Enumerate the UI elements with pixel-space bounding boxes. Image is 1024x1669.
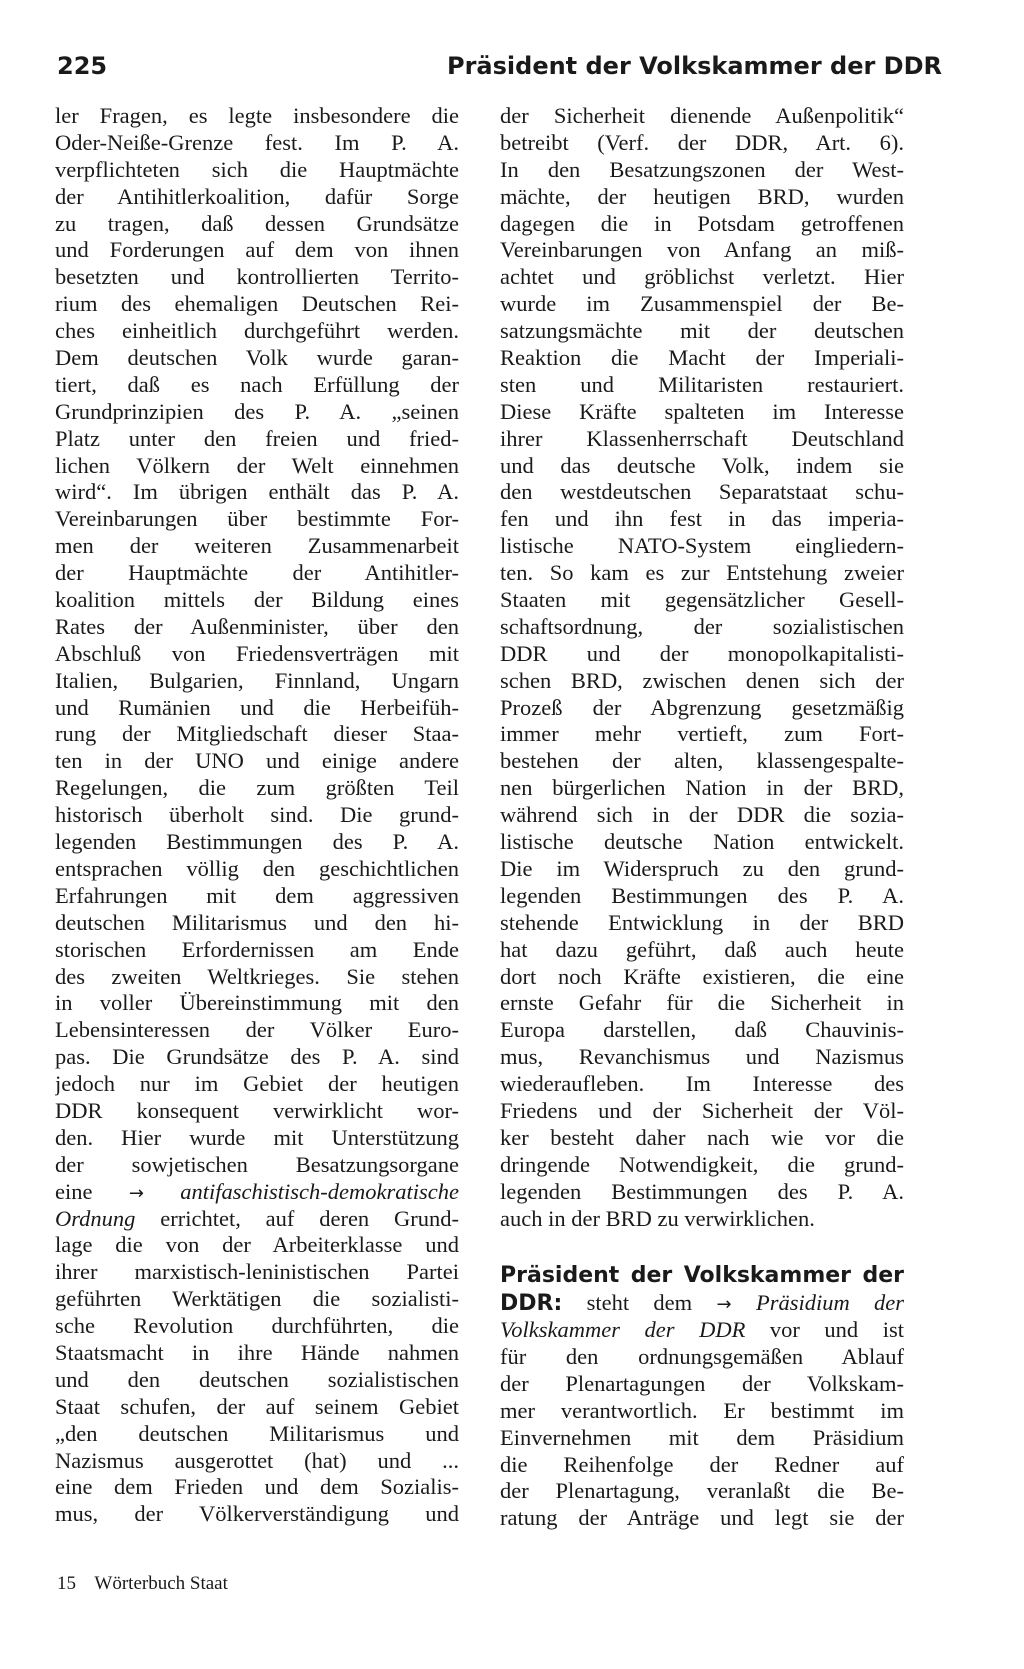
right-column — [500, 103, 904, 1532]
cross-reference-arrow-icon: → — [128, 1182, 144, 1204]
text-line: ihrer Klassenherrschaft Deutschland — [500, 425, 904, 451]
text-line: jedoch nur im Gebiet der heutigen — [55, 1071, 459, 1097]
text-line: immer mehr vertieft, zum Fort- — [500, 721, 904, 747]
text-line: für den ordnungsgemäßen Ablauf — [500, 1343, 904, 1369]
text-line: rium des ehemaligen Deutschen Rei- — [55, 291, 459, 317]
text-line: lichen Völkern der Welt einnehmen — [55, 452, 459, 478]
text-line: der Hauptmächte der Antihitler- — [55, 560, 459, 586]
text-line: Oder-Neiße-Grenze fest. Im P. A. — [55, 129, 459, 155]
cross-reference-arrow-icon: → — [716, 1294, 732, 1316]
text-line: Platz unter den freien und fried- — [55, 425, 459, 451]
text-line: legenden Bestimmungen des P. A. — [55, 829, 459, 855]
text-line: eine dem Frieden und dem Sozialis- — [55, 1474, 459, 1500]
page-header — [57, 52, 942, 92]
text-line — [500, 1290, 904, 1317]
text-line: Staat schufen, der auf seinem Gebiet — [55, 1393, 459, 1419]
text-line: Staatsmacht in ihre Hände nahmen — [55, 1339, 459, 1365]
text-line: Erfahrungen mit dem aggressiven — [55, 882, 459, 908]
text-line: wiederaufleben. Im Interesse des — [500, 1071, 904, 1097]
text-line: DDR und der monopolkapitalisti- — [500, 640, 904, 666]
running-head: Präsident der Volkskammer der DDR — [447, 52, 942, 80]
text-fragment: errichtet, auf deren Grund- — [160, 1205, 459, 1231]
text-line: Regelungen, die zum größten Teil — [55, 775, 459, 801]
text-line: bestehen der alten, klassengespalte- — [500, 748, 904, 774]
entry-heading: Präsident der Volkskammer der — [500, 1263, 904, 1289]
text-fragment: steht dem — [586, 1290, 693, 1316]
text-line: sten und Militaristen restauriert. — [500, 371, 904, 397]
text-line: „den deutschen Militarismus und — [55, 1420, 459, 1446]
text-line: sche Revolution durchführten, die — [55, 1313, 459, 1339]
text-line: hat dazu geführt, daß auch heute — [500, 936, 904, 962]
text-line — [55, 1179, 459, 1206]
text-line: auch in der BRD zu verwirklichen. — [500, 1205, 815, 1231]
text-line: betreibt (Verf. der DDR, Art. 6). — [500, 129, 904, 155]
text-line: schen BRD, zwischen denen sich der — [500, 667, 904, 693]
text-line: stehende Entwicklung in der BRD — [500, 909, 904, 935]
text-line: listische deutsche Nation entwickelt. — [500, 829, 904, 855]
text-line: Nazismus ausgerottet (hat) und ... — [55, 1447, 459, 1473]
text-line: Italien, Bulgarien, Finnland, Ungarn — [55, 667, 459, 693]
text-line: historisch überholt sind. Die grund- — [55, 802, 459, 828]
text-line: und den deutschen sozialistischen — [55, 1366, 459, 1392]
text-line: in voller Übereinstimmung mit den — [55, 990, 459, 1016]
text-line: lage die von der Arbeiterklasse und — [55, 1232, 459, 1258]
text-fragment: vor und ist — [769, 1317, 904, 1343]
text-line: besetzten und kontrollierten Territo- — [55, 264, 459, 290]
text-line: legenden Bestimmungen des P. A. — [500, 1178, 904, 1204]
text-line: und Forderungen auf dem von ihnen — [55, 237, 459, 263]
cross-reference-term: antifaschistisch-demokratische — [180, 1178, 459, 1204]
signature-number: 15 — [57, 1573, 76, 1594]
text-line: dagegen die in Potsdam getroffenen — [500, 210, 904, 236]
text-line: verpflichteten sich die Hauptmächte — [55, 156, 459, 182]
text-line: ernste Gefahr für die Sicherheit in — [500, 990, 904, 1016]
page-number: 225 — [57, 52, 108, 80]
text-line: tiert, daß es nach Erfüllung der — [55, 371, 459, 397]
cross-reference-term: Volkskammer der DDR — [500, 1317, 746, 1343]
text-line: Vereinbarungen über bestimmte For- — [55, 506, 459, 532]
text-line: listische NATO-System eingliedern- — [500, 533, 904, 559]
text-line: zu tragen, daß dessen Grundsätze — [55, 210, 459, 236]
text-line: mus, der Völkerverständigung und — [55, 1501, 459, 1527]
text-line: In den Besatzungszonen der West- — [500, 156, 904, 182]
text-line: Diese Kräfte spalteten im Interesse — [500, 398, 904, 424]
text-line: Dem deutschen Volk wurde garan- — [55, 345, 459, 371]
text-line: ler Fragen, es legte insbesondere die — [55, 103, 459, 128]
text-line: ker besteht daher nach wie vor die — [500, 1124, 904, 1150]
text-line: Prozeß der Abgrenzung gesetzmäßig — [500, 694, 904, 720]
text-line: schaftsordnung, der sozialistischen — [500, 613, 904, 639]
text-line: mus, Revanchismus und Nazismus — [500, 1044, 904, 1070]
text-line: und das deutsche Volk, indem sie — [500, 452, 904, 478]
text-line: koalition mittels der Bildung eines — [55, 587, 459, 613]
text-line: nen bürgerlichen Nation in der BRD, — [500, 775, 904, 801]
text-line: deutschen Militarismus und den hi- — [55, 909, 459, 935]
text-line: Grundprinzipien des P. A. „seinen — [55, 398, 459, 424]
entry-heading-end: DDR: — [500, 1291, 563, 1317]
text-line: wurde im Zusammenspiel der Be- — [500, 291, 904, 317]
text-line: Abschluß von Friedensverträgen mit — [55, 640, 459, 666]
text-line: der sowjetischen Besatzungsorgane — [55, 1151, 459, 1177]
page-footer — [57, 1573, 242, 1595]
text-line: Lebensinteressen der Völker Euro- — [55, 1017, 459, 1043]
text-line: legenden Bestimmungen des P. A. — [500, 882, 904, 908]
text-line: Die im Widerspruch zu den grund- — [500, 855, 904, 881]
text-line: der Plenartagungen der Volkskam- — [500, 1370, 904, 1396]
text-line: fen und ihn fest in das imperia- — [500, 506, 904, 532]
text-line: geführten Werktätigen die sozialisti- — [55, 1286, 459, 1312]
text-line: ten. So kam es zur Entstehung zweier — [500, 560, 904, 586]
left-column-lines-end — [55, 1232, 459, 1528]
text-line: ihrer marxistisch-leninistischen Partei — [55, 1259, 459, 1285]
text-line: wird“. Im übrigen enthält das P. A. — [55, 479, 459, 505]
text-line: Europa darstellen, daß Chauvinis- — [500, 1017, 904, 1043]
text-line: achtet und gröblichst verletzt. Hier — [500, 264, 904, 290]
text-line: ratung der Anträge und legt sie der — [500, 1505, 904, 1531]
text-line: Einvernehmen mit dem Präsidium — [500, 1424, 904, 1450]
left-column — [55, 103, 459, 1528]
text-line: entsprachen völlig den geschichtlichen — [55, 855, 459, 881]
text-line: der Sicherheit dienende Außenpolitik“ — [500, 103, 904, 128]
text-line: die Reihenfolge der Redner auf — [500, 1451, 904, 1477]
text-line — [500, 1317, 904, 1344]
text-line: der Plenartagung, veranlaßt die Be- — [500, 1478, 904, 1504]
text-line: Vereinbarungen von Anfang an miß- — [500, 237, 904, 263]
text-line: der Antihitlerkoalition, dafür Sorge — [55, 183, 459, 209]
text-line: mer verantwortlich. Er bestimmt im — [500, 1397, 904, 1423]
text-line: dringende Notwendigkeit, die grund- — [500, 1151, 904, 1177]
text-line: storischen Erfordernissen am Ende — [55, 936, 459, 962]
text-line: satzungsmächte mit der deutschen — [500, 318, 904, 344]
text-line: DDR konsequent verwirklicht wor- — [55, 1097, 459, 1123]
text-line: dort noch Kräfte existieren, die eine — [500, 963, 904, 989]
text-line: ten in der UNO und einige andere — [55, 748, 459, 774]
book-title: Wörterbuch Staat — [94, 1573, 228, 1594]
text-line — [55, 1206, 459, 1233]
text-line: ches einheitlich durchgeführt werden. — [55, 318, 459, 344]
text-line: des zweiten Weltkrieges. Sie stehen — [55, 963, 459, 989]
cross-reference-term: Präsidium der — [755, 1290, 904, 1316]
text-line: und Rumänien und die Herbeifüh- — [55, 694, 459, 720]
text-line: während sich in der DDR die sozia- — [500, 802, 904, 828]
text-line: men der weiteren Zusammenarbeit — [55, 533, 459, 559]
text-line: Reaktion die Macht der Imperiali- — [500, 345, 904, 371]
text-line: pas. Die Grundsätze des P. A. sind — [55, 1044, 459, 1070]
text-line: mächte, der heutigen BRD, wurden — [500, 183, 904, 209]
entry-body-lines — [500, 1344, 904, 1532]
text-line: Friedens und der Sicherheit der Völ- — [500, 1097, 904, 1123]
text-fragment: eine — [55, 1178, 93, 1204]
cross-reference-term: Ordnung — [55, 1205, 136, 1231]
text-line: rung der Mitgliedschaft dieser Staa- — [55, 721, 459, 747]
text-line: den westdeutschen Separatstaat schu- — [500, 479, 904, 505]
right-column-lines — [500, 103, 904, 1232]
text-line: Staaten mit gegensätzlicher Gesell- — [500, 587, 904, 613]
entry-spacer — [500, 1232, 904, 1259]
left-column-lines — [55, 103, 459, 1179]
text-line: Rates der Außenminister, über den — [55, 613, 459, 639]
text-line: den. Hier wurde mit Unterstützung — [55, 1124, 459, 1150]
